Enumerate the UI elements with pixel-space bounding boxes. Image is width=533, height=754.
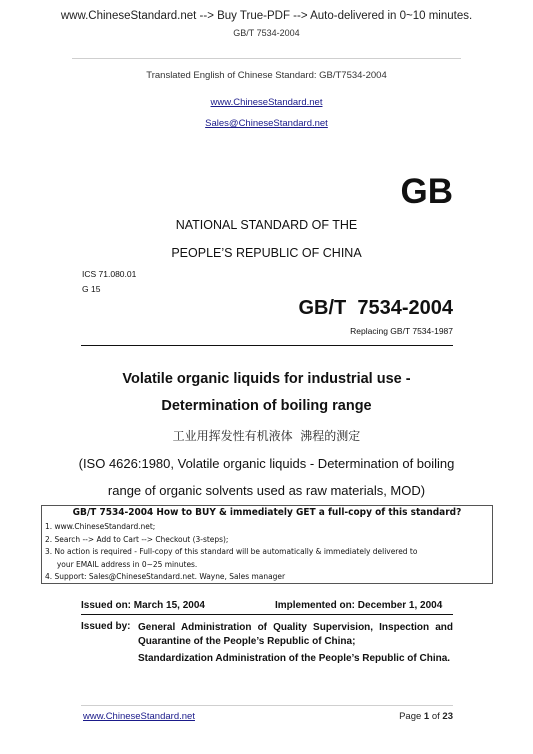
translated-line: Translated English of Chinese Standard: GB/T7534-2004	[146, 70, 387, 81]
ics-code: ICS 71.080.01	[82, 269, 137, 279]
top-banner: www.ChineseStandard.net --> Buy True-PDF --> Auto-delivered in 0~10 minutes.	[60, 10, 473, 22]
title-divider	[81, 345, 453, 346]
g-code: G 15	[82, 284, 101, 294]
standard-number: GB/T 7534-2004	[298, 297, 453, 319]
iso-line-2: range of organic solvents used as raw materials, MOD)	[107, 483, 426, 498]
footer-website-link[interactable]: www.ChineseStandard.net	[83, 711, 195, 722]
issued-on: Issued on: March 15, 2004	[81, 600, 205, 611]
issued-by-authority-1: General Administration of Quality Supervision, Inspection and Quarantine of the People’s Republic of China;	[138, 622, 453, 647]
title-line-2: Determination of boiling range	[161, 398, 372, 414]
website-link-row	[0, 92, 533, 110]
email-link-row	[0, 113, 533, 131]
issued-by-label: Issued by:	[81, 621, 131, 632]
national-line-1: NATIONAL STANDARD OF THE	[175, 218, 358, 232]
page-of: of	[429, 711, 443, 722]
buy-box-line-4: your EMAIL address in 0~25 minutes.	[45, 558, 198, 569]
page-current: 1	[423, 711, 430, 722]
title-line-1: Volatile organic liquids for industrial use -	[122, 371, 411, 387]
website-link[interactable]: www.ChineseStandard.net	[210, 97, 323, 108]
footer-divider	[81, 705, 453, 706]
issued-by-authority-2: Standardization Administration of the People’s Republic of China.	[138, 653, 451, 664]
header-doc-code: GB/T 7534-2004	[233, 28, 300, 38]
buy-info-box	[41, 505, 493, 584]
page-total: 23	[442, 711, 453, 722]
email-link[interactable]: Sales@ChineseStandard.net	[205, 118, 328, 129]
implemented-on: Implemented on: December 1, 2004	[275, 600, 443, 611]
gb-mark: GB	[400, 172, 453, 211]
chinese-title: 工业用挥发性有机液体 沸程的测定	[172, 429, 361, 443]
page-indicator	[399, 711, 453, 722]
buy-box-line-1: 1. www.ChineseStandard.net;	[45, 521, 156, 531]
buy-box-title: GB/T 7534-2004 How to BUY & immediately GET a full-copy of this standard?	[72, 507, 462, 518]
buy-box-line-2: 2. Search --> Add to Cart --> Checkout (3-steps);	[45, 533, 229, 544]
national-line-2: PEOPLE’S REPUBLIC OF CHINA	[171, 246, 362, 260]
issue-divider	[81, 614, 453, 615]
page-prefix: Page	[399, 711, 424, 722]
buy-box-line-5: 4. Support: Sales@ChineseStandard.net. Wayne, Sales manager	[45, 571, 286, 581]
iso-line-1: (ISO 4626:1980, Volatile organic liquids - Determination of boiling	[78, 456, 455, 471]
header-divider	[72, 58, 461, 59]
replacing-note: Replacing GB/T 7534-1987	[350, 326, 453, 336]
buy-box-line-3: 3. No action is required - Full-copy of this standard will be automatically & immediately delivered to	[45, 546, 418, 556]
